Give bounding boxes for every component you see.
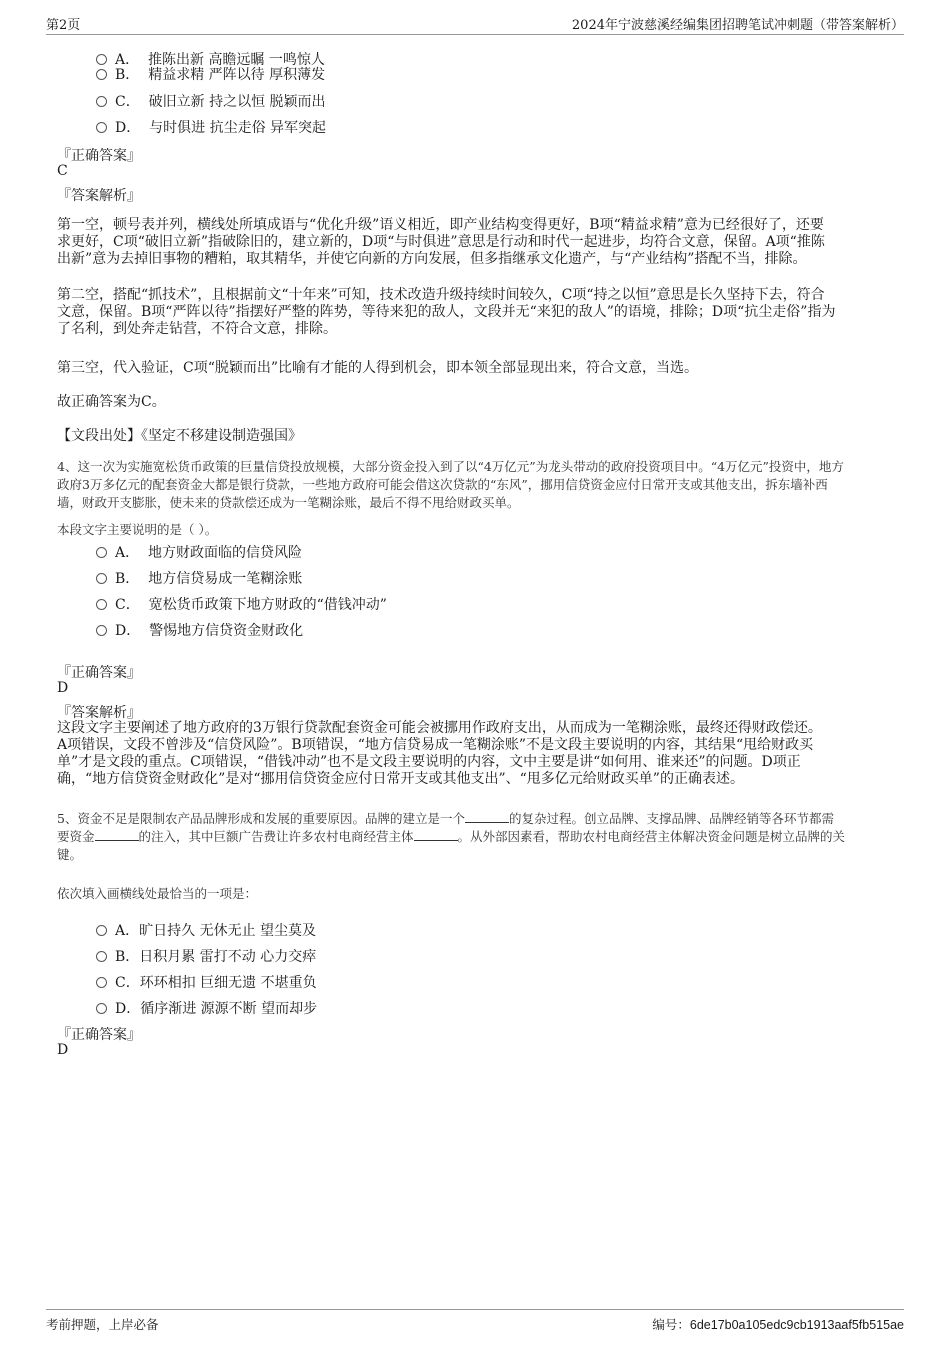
- q4-option-a[interactable]: A． 地方财政面临的信贷风险: [96, 542, 302, 560]
- q4-option-c[interactable]: C． 宽松货币政策下地方财政的“借钱冲动”: [96, 594, 387, 612]
- q4-option-d[interactable]: D． 警惕地方信贷资金财政化: [96, 620, 303, 638]
- footer-slogan: 考前押题，上岸必备: [46, 1317, 159, 1332]
- q4-answer-label: 『正确答案』: [57, 665, 141, 681]
- q3-analysis-p1: 第一空，顿号表并列，横线处所填成语与“优化升级”语义相近，即产业结构变得更好，B项“精益求精”意为已经很好了，还要 求更好，C项“破旧立新”指破除旧的，建立新的，D项“与时俱进”意思是行动和时代一起进步，均符合文意，保留。A项“推陈 出新”意为去掉旧事物的糟粕，取其精华，并使它向新的方向发展，但多指继承文化遗产，与“产业结构”搭配不当，排除。: [57, 217, 825, 267]
- radio-icon[interactable]: [96, 599, 107, 610]
- radio-icon[interactable]: [96, 625, 107, 636]
- q3-option-c[interactable]: C． 破旧立新 持之以恒 脱颖而出: [96, 91, 326, 109]
- radio-icon[interactable]: [96, 547, 107, 558]
- q3-analysis-p2: 第二空，搭配“抓技术”，且根据前文“十年来”可知，技术改造升级持续时间较久，C项“持之以恒”意思是长久坚持下去，符合 文意，保留。B项“严阵以待”指摆好严整的阵势，等待来犯的敌人，文段并无“来犯的敌人”的语境，排除；D项“抗尘走俗”指为 了名利，到处奔走钻营，不符合文意，排除。: [57, 287, 836, 337]
- radio-icon[interactable]: [96, 96, 107, 107]
- q5-option-c[interactable]: C．环环相扣 巨细无遗 不堪重负: [96, 972, 317, 990]
- q4-option-b[interactable]: B． 地方信贷易成一笔糊涂账: [96, 568, 302, 586]
- q5-option-d[interactable]: D．循序渐进 源源不断 望而却步: [96, 998, 317, 1016]
- radio-icon[interactable]: [96, 573, 107, 584]
- radio-icon[interactable]: [96, 977, 107, 988]
- radio-icon[interactable]: [96, 951, 107, 962]
- q4-analysis-label: 『答案解析』: [57, 705, 141, 721]
- q4-answer: D: [57, 680, 69, 696]
- q5-option-a[interactable]: A．旷日持久 无休无止 望尘莫及: [96, 920, 316, 938]
- radio-icon[interactable]: [96, 122, 107, 133]
- radio-icon[interactable]: [96, 69, 107, 80]
- q4-question: 本段文字主要说明的是（ ）。: [57, 522, 218, 537]
- q5-option-b[interactable]: B．日积月累 雷打不动 心力交瘁: [96, 946, 316, 964]
- fill-blank: [414, 828, 458, 841]
- q4-stem: 4、这一次为实施宽松货币政策的巨量信贷投放规模，大部分资金投入到了以“4万亿元”为龙头带动的政府投资项目中。“4万亿元”投资中，地方 政府3万多亿元的配套资金大都是银行贷款，一些地方政府可能会借这次贷款的“东风”，挪用信贷资金应付日常开支或其他支出，拆东墙补西 墙，财政开支膨胀，使未来的贷款偿还成为一笔糊涂账，最后不得不甩给财政买单。: [57, 459, 844, 510]
- q3-answer: C: [57, 163, 68, 179]
- radio-icon[interactable]: [96, 1003, 107, 1014]
- q3-option-a[interactable]: A． 推陈出新 高瞻远瞩 一鸣惊人: [96, 49, 325, 67]
- document-code: 编号：6de17b0a105edc9cb1913aaf5fb515ae: [652, 1317, 904, 1332]
- q5-stem: 5、资金不足是限制农产品品牌形成和发展的重要原因。品牌的建立是一个 的复杂过程。创立品牌、支撑品牌、品牌经销等各环节都需 要资金 的注入，其中巨额广告费让许多农村电商经营主体 。从外部因素看，帮助农村电商经营主体解决资金问题是树立品牌的关 键。: [57, 811, 846, 862]
- q5-answer-label: 『正确答案』: [57, 1027, 141, 1043]
- q3-analysis-p4: 故正确答案为C。: [57, 394, 166, 410]
- radio-icon[interactable]: [96, 925, 107, 936]
- fill-blank: [95, 828, 139, 841]
- q3-source: 【文段出处】《坚定不移建设制造强国》: [57, 428, 302, 444]
- q3-analysis-p3: 第三空，代入验证，C项“脱颖而出”比喻有才能的人得到机会，即本领全部显现出来，符合文意，当选。: [57, 360, 699, 376]
- fill-blank: [465, 810, 509, 823]
- page-number: 第2页: [46, 18, 81, 33]
- q5-answer: D: [57, 1042, 69, 1058]
- page-header: [46, 14, 904, 35]
- q3-option-b[interactable]: B． 精益求精 严阵以待 厚积薄发: [96, 64, 325, 82]
- q3-option-d[interactable]: D． 与时俱进 抗尘走俗 异军突起: [96, 117, 326, 135]
- q3-analysis-label: 『答案解析』: [57, 188, 141, 204]
- page-footer: [46, 1309, 904, 1332]
- document-title: 2024年宁波慈溪经编集团招聘笔试冲刺题（带答案解析）: [571, 18, 904, 33]
- q4-analysis: 这段文字主要阐述了地方政府的3万银行贷款配套资金可能会被挪用作政府支出，从而成为一笔糊涂账，最终还得财政偿还。 A项错误，文段不曾涉及“信贷风险”。B项错误，“地方信贷易成一笔糊涂账”不是文段主要说明的内容，其结果“甩给财政买 单”才是文段的重点。C项错误，“借钱冲动”也不是文段主要说明的内容，文中主要是讲“如何用、谁来还”的问题。D项正 确，“地方信贷资金财政化”是对“挪用信贷资金应付日常开支或其他支出”、“甩多亿元给财政买单”的正确表述。: [57, 720, 822, 787]
- q3-answer-label: 『正确答案』: [57, 148, 141, 164]
- q5-question: 依次填入画横线处最恰当的一项是：: [57, 886, 258, 901]
